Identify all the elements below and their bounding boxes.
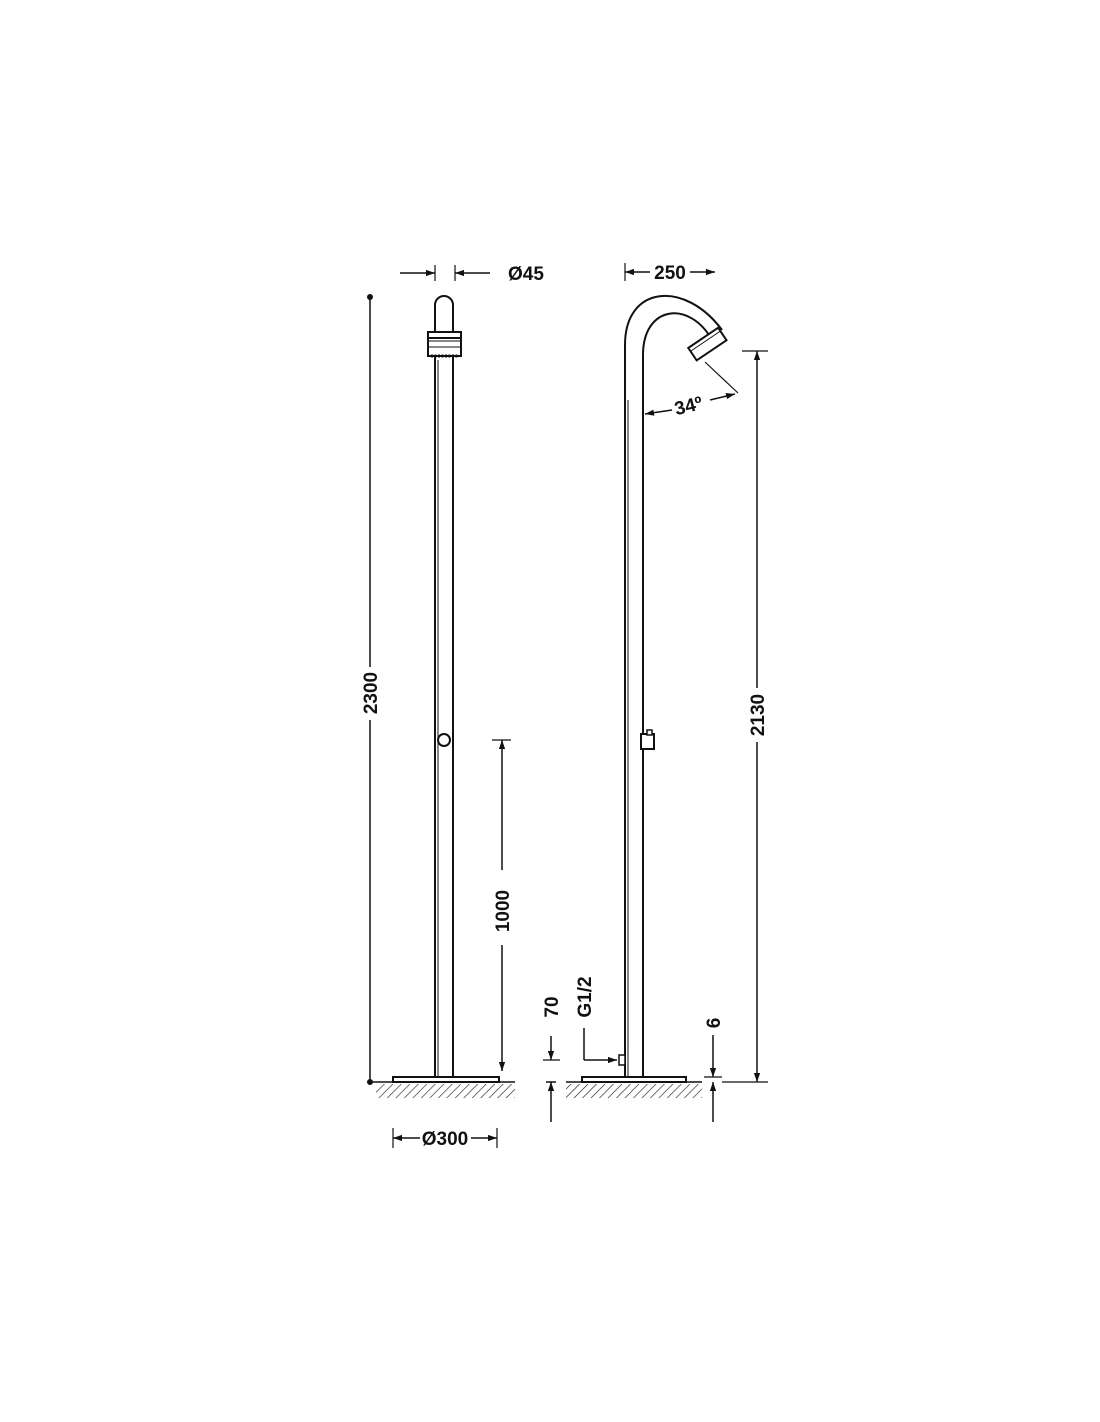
label-inlet-height: 70 — [542, 996, 563, 1018]
front-shower-head — [428, 332, 461, 356]
label-total-height: 2300 — [361, 671, 382, 715]
label-valve-height: 1000 — [493, 889, 514, 933]
front-floor — [368, 1082, 515, 1098]
label-pipe-diameter: Ø45 — [508, 264, 544, 285]
label-inlet-thread: G1/2 — [575, 976, 596, 1018]
dim-inlet-height — [543, 1036, 560, 1122]
label-base-diameter: Ø300 — [421, 1129, 469, 1150]
label-base-thickness: 6 — [704, 1017, 725, 1029]
label-head-height: 2130 — [748, 693, 769, 737]
front-base-plate — [393, 1077, 499, 1082]
label-head-angle: 34º — [672, 393, 705, 421]
side-base-plate — [582, 1077, 686, 1082]
side-column — [625, 296, 722, 1077]
front-valve — [438, 734, 450, 746]
dim-base-thickness — [704, 1035, 722, 1122]
side-floor — [546, 1082, 702, 1098]
label-head-reach: 250 — [654, 263, 686, 284]
side-view — [542, 263, 769, 1122]
dim-pipe-diameter — [400, 265, 490, 281]
front-column — [435, 296, 453, 1077]
front-view — [361, 264, 544, 1150]
side-inlet — [619, 1055, 625, 1065]
inlet-thread-leader — [584, 1028, 617, 1060]
